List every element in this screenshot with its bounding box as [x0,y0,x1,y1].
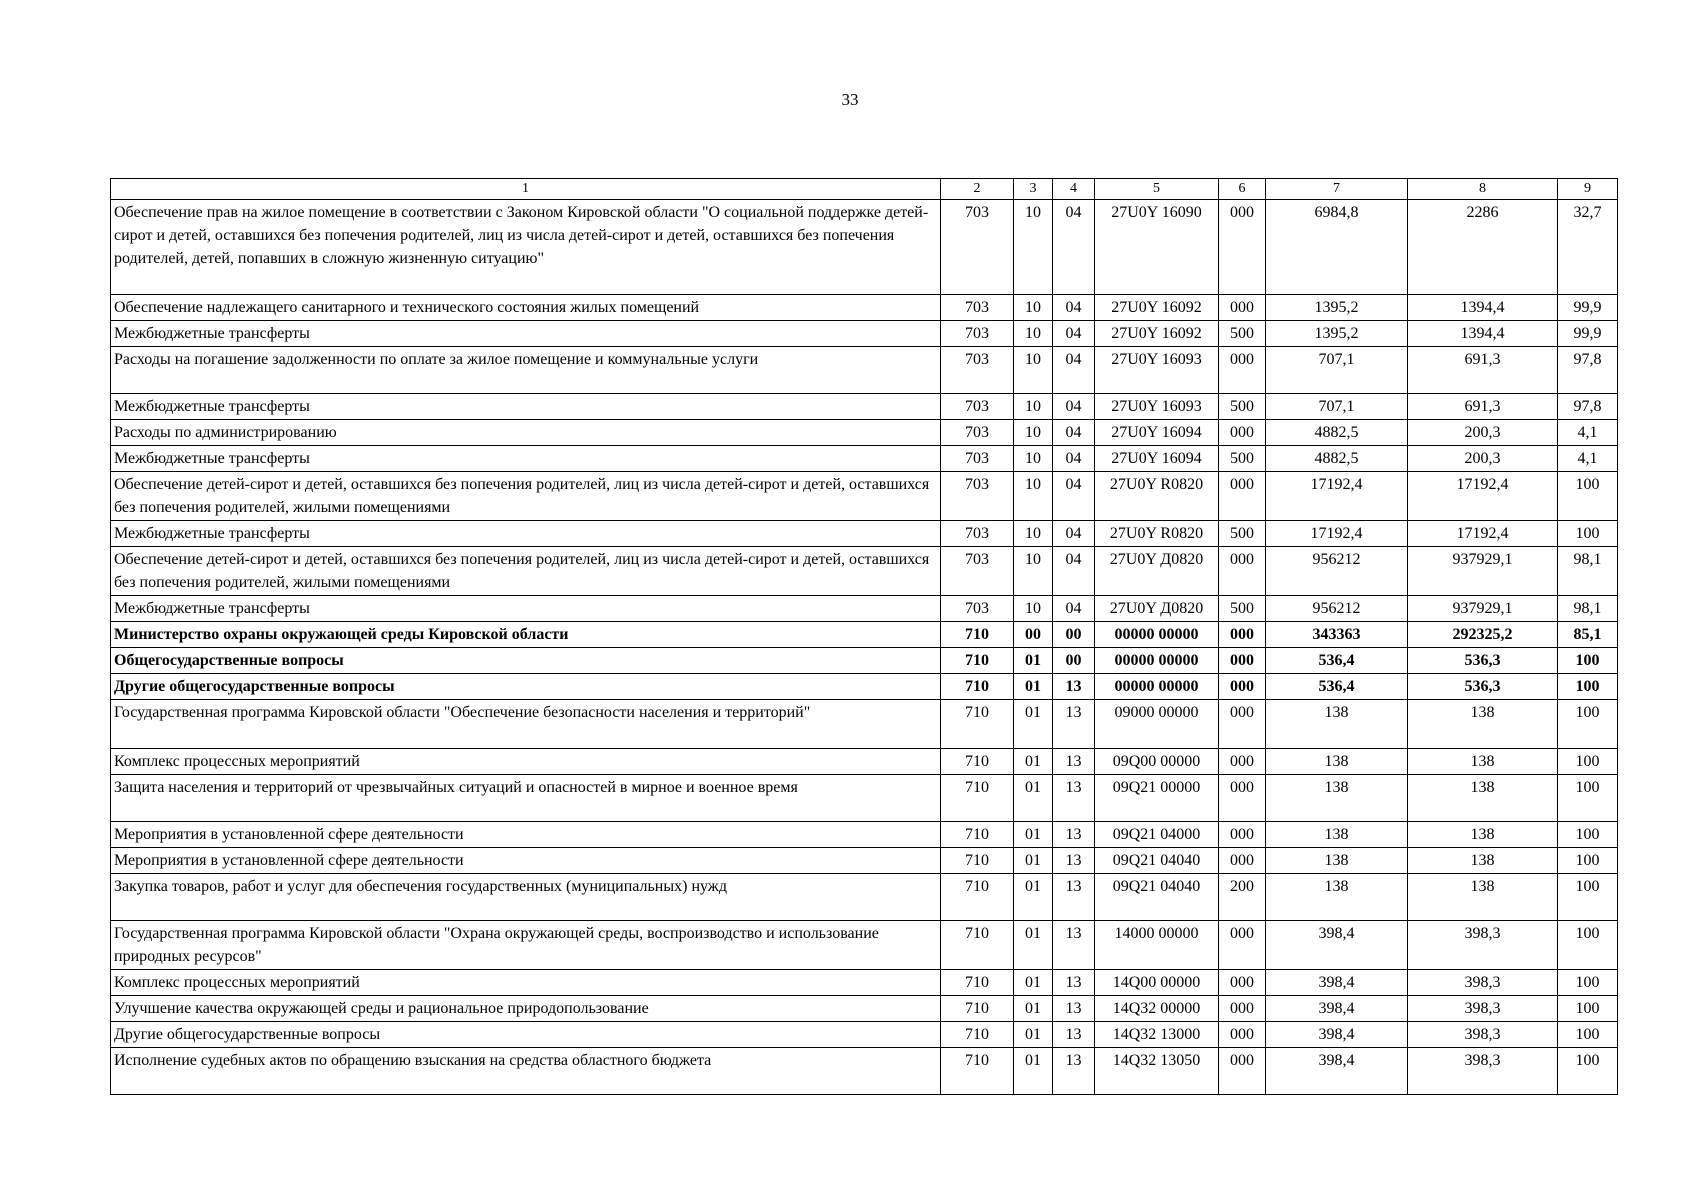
cell-col-5: 09Q21 04040 [1095,874,1219,921]
cell-col-5: 27U0Y 16093 [1095,347,1219,394]
cell-col-9: 100 [1558,648,1618,674]
cell-col-5: 27U0Y Д0820 [1095,596,1219,622]
cell-col-6: 500 [1219,596,1266,622]
column-header: 7 [1266,179,1408,200]
cell-col-5: 27U0Y 16092 [1095,321,1219,347]
cell-col-6: 500 [1219,521,1266,547]
row-name-cell: Межбюджетные трансферты [111,446,941,472]
cell-col-2: 703 [941,295,1014,321]
cell-col-4: 04 [1053,321,1095,347]
cell-col-4: 04 [1053,472,1095,521]
cell-col-9: 100 [1558,970,1618,996]
cell-col-2: 710 [941,848,1014,874]
cell-col-2: 710 [941,921,1014,970]
cell-col-9: 99,9 [1558,321,1618,347]
table-row [111,394,1618,420]
cell-col-7: 343363 [1266,622,1408,648]
cell-col-3: 01 [1014,874,1053,921]
cell-col-7: 138 [1266,700,1408,749]
cell-col-3: 10 [1014,295,1053,321]
cell-col-9: 97,8 [1558,394,1618,420]
cell-col-7: 956212 [1266,596,1408,622]
cell-col-7: 138 [1266,874,1408,921]
cell-col-6: 000 [1219,1048,1266,1095]
cell-col-4: 13 [1053,775,1095,822]
row-name-cell: Комплекс процессных мероприятий [111,970,941,996]
cell-col-2: 710 [941,1048,1014,1095]
cell-col-5: 09Q21 00000 [1095,775,1219,822]
cell-col-5: 27U0Y 16093 [1095,394,1219,420]
cell-col-7: 707,1 [1266,347,1408,394]
cell-col-9: 100 [1558,1048,1618,1095]
row-name-cell: Улучшение качества окружающей среды и рациональное природопользование [111,996,941,1022]
cell-col-3: 10 [1014,347,1053,394]
cell-col-3: 10 [1014,200,1053,295]
cell-col-4: 13 [1053,674,1095,700]
cell-col-5: 00000 00000 [1095,648,1219,674]
row-name-cell: Межбюджетные трансферты [111,521,941,547]
column-header: 3 [1014,179,1053,200]
cell-col-3: 10 [1014,321,1053,347]
cell-col-7: 138 [1266,848,1408,874]
cell-col-4: 13 [1053,996,1095,1022]
cell-col-9: 100 [1558,822,1618,848]
cell-col-3: 01 [1014,1048,1053,1095]
cell-col-2: 703 [941,521,1014,547]
cell-col-7: 398,4 [1266,921,1408,970]
cell-col-8: 937929,1 [1408,596,1558,622]
cell-col-8: 398,3 [1408,996,1558,1022]
cell-col-4: 04 [1053,596,1095,622]
cell-col-7: 536,4 [1266,674,1408,700]
cell-col-4: 13 [1053,970,1095,996]
cell-col-3: 10 [1014,521,1053,547]
cell-col-8: 536,3 [1408,648,1558,674]
table-row [111,446,1618,472]
cell-col-6: 000 [1219,347,1266,394]
cell-col-2: 703 [941,347,1014,394]
cell-col-3: 01 [1014,700,1053,749]
column-header: 6 [1219,179,1266,200]
cell-col-2: 710 [941,970,1014,996]
cell-col-3: 01 [1014,848,1053,874]
table-row [111,472,1618,521]
cell-col-5: 14Q32 13050 [1095,1048,1219,1095]
cell-col-2: 703 [941,394,1014,420]
cell-col-8: 17192,4 [1408,472,1558,521]
cell-col-7: 138 [1266,749,1408,775]
cell-col-8: 691,3 [1408,347,1558,394]
cell-col-2: 710 [941,775,1014,822]
cell-col-3: 10 [1014,547,1053,596]
cell-col-5: 27U0Y Д0820 [1095,547,1219,596]
row-name-cell: Обеспечение детей-сирот и детей, оставшихся без попечения родителей, лиц из числа детей-сирот и детей, оставшихся без попечения родителей, жилыми помещениями [111,472,941,521]
cell-col-4: 13 [1053,1048,1095,1095]
cell-col-2: 710 [941,996,1014,1022]
cell-col-4: 00 [1053,648,1095,674]
table-row [111,420,1618,446]
cell-col-3: 10 [1014,596,1053,622]
cell-col-9: 98,1 [1558,547,1618,596]
cell-col-8: 17192,4 [1408,521,1558,547]
cell-col-9: 100 [1558,775,1618,822]
table-row [111,648,1618,674]
cell-col-8: 536,3 [1408,674,1558,700]
cell-col-3: 01 [1014,1022,1053,1048]
table-row [111,822,1618,848]
cell-col-2: 703 [941,321,1014,347]
cell-col-3: 10 [1014,394,1053,420]
table-row [111,295,1618,321]
row-name-cell: Расходы по администрированию [111,420,941,446]
table-row [111,1022,1618,1048]
table-row [111,622,1618,648]
cell-col-2: 710 [941,874,1014,921]
cell-col-2: 710 [941,700,1014,749]
cell-col-6: 500 [1219,446,1266,472]
cell-col-3: 00 [1014,622,1053,648]
cell-col-3: 01 [1014,970,1053,996]
table-row [111,674,1618,700]
cell-col-6: 500 [1219,321,1266,347]
cell-col-4: 13 [1053,874,1095,921]
cell-col-9: 100 [1558,874,1618,921]
cell-col-5: 27U0Y 16094 [1095,420,1219,446]
cell-col-6: 000 [1219,295,1266,321]
cell-col-6: 000 [1219,1022,1266,1048]
cell-col-2: 703 [941,547,1014,596]
cell-col-7: 1395,2 [1266,321,1408,347]
budget-table [110,178,1618,1095]
cell-col-4: 13 [1053,749,1095,775]
cell-col-6: 000 [1219,996,1266,1022]
row-name-cell: Мероприятия в установленной сфере деятельности [111,848,941,874]
cell-col-9: 100 [1558,921,1618,970]
cell-col-4: 04 [1053,295,1095,321]
column-header: 4 [1053,179,1095,200]
cell-col-8: 138 [1408,822,1558,848]
table-row [111,347,1618,394]
cell-col-6: 000 [1219,674,1266,700]
cell-col-7: 138 [1266,822,1408,848]
cell-col-7: 707,1 [1266,394,1408,420]
cell-col-8: 398,3 [1408,1048,1558,1095]
row-name-cell: Межбюджетные трансферты [111,321,941,347]
cell-col-4: 13 [1053,1022,1095,1048]
cell-col-8: 398,3 [1408,1022,1558,1048]
cell-col-4: 13 [1053,848,1095,874]
cell-col-9: 100 [1558,521,1618,547]
cell-col-6: 000 [1219,420,1266,446]
cell-col-6: 000 [1219,822,1266,848]
cell-col-6: 000 [1219,970,1266,996]
cell-col-2: 710 [941,648,1014,674]
cell-col-5: 14Q32 00000 [1095,996,1219,1022]
cell-col-4: 13 [1053,921,1095,970]
column-header: 2 [941,179,1014,200]
cell-col-4: 04 [1053,521,1095,547]
cell-col-8: 138 [1408,848,1558,874]
cell-col-7: 6984,8 [1266,200,1408,295]
cell-col-6: 000 [1219,700,1266,749]
cell-col-8: 292325,2 [1408,622,1558,648]
row-name-cell: Расходы на погашение задолженности по оплате за жилое помещение и коммунальные услуги [111,347,941,394]
cell-col-9: 99,9 [1558,295,1618,321]
cell-col-6: 000 [1219,622,1266,648]
cell-col-9: 100 [1558,749,1618,775]
cell-col-6: 000 [1219,547,1266,596]
cell-col-7: 17192,4 [1266,472,1408,521]
cell-col-6: 000 [1219,200,1266,295]
cell-col-3: 01 [1014,822,1053,848]
cell-col-3: 10 [1014,472,1053,521]
cell-col-8: 200,3 [1408,446,1558,472]
cell-col-3: 01 [1014,921,1053,970]
cell-col-8: 1394,4 [1408,295,1558,321]
cell-col-8: 2286 [1408,200,1558,295]
cell-col-7: 138 [1266,775,1408,822]
column-header: 9 [1558,179,1618,200]
row-name-cell: Исполнение судебных актов по обращению взыскания на средства областного бюджета [111,1048,941,1095]
row-name-cell: Защита населения и территорий от чрезвычайных ситуаций и опасностей в мирное и военное время [111,775,941,822]
table-row [111,200,1618,295]
cell-col-4: 04 [1053,394,1095,420]
cell-col-7: 398,4 [1266,996,1408,1022]
table-row [111,921,1618,970]
cell-col-9: 100 [1558,996,1618,1022]
cell-col-2: 703 [941,446,1014,472]
cell-col-2: 710 [941,1022,1014,1048]
cell-col-5: 14Q32 13000 [1095,1022,1219,1048]
cell-col-5: 27U0Y R0820 [1095,472,1219,521]
table-row [111,596,1618,622]
cell-col-9: 4,1 [1558,420,1618,446]
table-row [111,547,1618,596]
row-name-cell: Обеспечение прав на жилое помещение в соответствии с Законом Кировской области "О социальной поддержке детей-сирот и детей, оставшихся без попечения родителей, лиц из числа детей-сирот и детей, оставшихся без попечения родителей, детей, попавших в сложную жизненную ситуацию" [111,200,941,295]
cell-col-6: 000 [1219,472,1266,521]
cell-col-7: 4882,5 [1266,446,1408,472]
table-header-row [111,179,1618,200]
cell-col-7: 536,4 [1266,648,1408,674]
cell-col-2: 703 [941,200,1014,295]
cell-col-5: 09Q21 04000 [1095,822,1219,848]
cell-col-9: 100 [1558,848,1618,874]
cell-col-7: 398,4 [1266,1048,1408,1095]
table-row [111,321,1618,347]
table-row [111,521,1618,547]
cell-col-3: 01 [1014,674,1053,700]
table-row [111,970,1618,996]
cell-col-4: 13 [1053,822,1095,848]
cell-col-7: 1395,2 [1266,295,1408,321]
cell-col-2: 710 [941,749,1014,775]
cell-col-9: 85,1 [1558,622,1618,648]
cell-col-9: 100 [1558,472,1618,521]
cell-col-6: 500 [1219,394,1266,420]
cell-col-5: 09Q00 00000 [1095,749,1219,775]
column-header: 5 [1095,179,1219,200]
cell-col-4: 04 [1053,446,1095,472]
cell-col-3: 01 [1014,996,1053,1022]
row-name-cell: Комплекс процессных мероприятий [111,749,941,775]
cell-col-9: 97,8 [1558,347,1618,394]
row-name-cell: Общегосударственные вопросы [111,648,941,674]
cell-col-9: 32,7 [1558,200,1618,295]
cell-col-9: 100 [1558,674,1618,700]
cell-col-2: 710 [941,674,1014,700]
table-row [111,749,1618,775]
cell-col-8: 138 [1408,700,1558,749]
cell-col-3: 01 [1014,648,1053,674]
cell-col-8: 1394,4 [1408,321,1558,347]
column-header: 1 [111,179,941,200]
cell-col-6: 000 [1219,749,1266,775]
cell-col-5: 00000 00000 [1095,674,1219,700]
cell-col-3: 10 [1014,420,1053,446]
cell-col-2: 703 [941,420,1014,446]
cell-col-5: 00000 00000 [1095,622,1219,648]
cell-col-8: 138 [1408,749,1558,775]
cell-col-8: 691,3 [1408,394,1558,420]
row-name-cell: Мероприятия в установленной сфере деятельности [111,822,941,848]
cell-col-7: 398,4 [1266,1022,1408,1048]
cell-col-4: 04 [1053,200,1095,295]
row-name-cell: Межбюджетные трансферты [111,394,941,420]
cell-col-5: 27U0Y R0820 [1095,521,1219,547]
table-row [111,700,1618,749]
cell-col-6: 000 [1219,921,1266,970]
cell-col-9: 100 [1558,700,1618,749]
cell-col-4: 04 [1053,420,1095,446]
cell-col-4: 13 [1053,700,1095,749]
cell-col-8: 937929,1 [1408,547,1558,596]
cell-col-2: 710 [941,622,1014,648]
cell-col-3: 01 [1014,775,1053,822]
cell-col-6: 000 [1219,648,1266,674]
cell-col-8: 200,3 [1408,420,1558,446]
column-header: 8 [1408,179,1558,200]
cell-col-5: 27U0Y 16092 [1095,295,1219,321]
page-number: 33 [841,90,859,109]
cell-col-2: 703 [941,596,1014,622]
cell-col-7: 4882,5 [1266,420,1408,446]
cell-col-4: 00 [1053,622,1095,648]
cell-col-9: 4,1 [1558,446,1618,472]
cell-col-5: 09000 00000 [1095,700,1219,749]
cell-col-2: 703 [941,472,1014,521]
table-row [111,1048,1618,1095]
cell-col-5: 14000 00000 [1095,921,1219,970]
cell-col-8: 398,3 [1408,921,1558,970]
cell-col-8: 398,3 [1408,970,1558,996]
row-name-cell: Государственная программа Кировской области "Обеспечение безопасности населения и территорий" [111,700,941,749]
row-name-cell: Обеспечение детей-сирот и детей, оставшихся без попечения родителей, лиц из числа детей-сирот и детей, оставшихся без попечения родителей, жилыми помещениями [111,547,941,596]
table-row [111,874,1618,921]
cell-col-5: 14Q00 00000 [1095,970,1219,996]
cell-col-9: 98,1 [1558,596,1618,622]
table-row [111,996,1618,1022]
cell-col-3: 01 [1014,749,1053,775]
row-name-cell: Министерство охраны окружающей среды Кировской области [111,622,941,648]
cell-col-4: 04 [1053,347,1095,394]
row-name-cell: Другие общегосударственные вопросы [111,1022,941,1048]
cell-col-6: 000 [1219,775,1266,822]
cell-col-7: 17192,4 [1266,521,1408,547]
cell-col-5: 09Q21 04040 [1095,848,1219,874]
row-name-cell: Государственная программа Кировской области "Охрана окружающей среды, воспроизводство и использование природных ресурсов" [111,921,941,970]
row-name-cell: Другие общегосударственные вопросы [111,674,941,700]
table-row [111,775,1618,822]
cell-col-5: 27U0Y 16090 [1095,200,1219,295]
cell-col-4: 04 [1053,547,1095,596]
row-name-cell: Обеспечение надлежащего санитарного и технического состояния жилых помещений [111,295,941,321]
row-name-cell: Межбюджетные трансферты [111,596,941,622]
table-row [111,848,1618,874]
cell-col-7: 398,4 [1266,970,1408,996]
row-name-cell: Закупка товаров, работ и услуг для обеспечения государственных (муниципальных) нужд [111,874,941,921]
cell-col-2: 710 [941,822,1014,848]
cell-col-8: 138 [1408,874,1558,921]
cell-col-6: 200 [1219,874,1266,921]
cell-col-3: 10 [1014,446,1053,472]
cell-col-8: 138 [1408,775,1558,822]
cell-col-5: 27U0Y 16094 [1095,446,1219,472]
cell-col-9: 100 [1558,1022,1618,1048]
cell-col-7: 956212 [1266,547,1408,596]
cell-col-6: 000 [1219,848,1266,874]
